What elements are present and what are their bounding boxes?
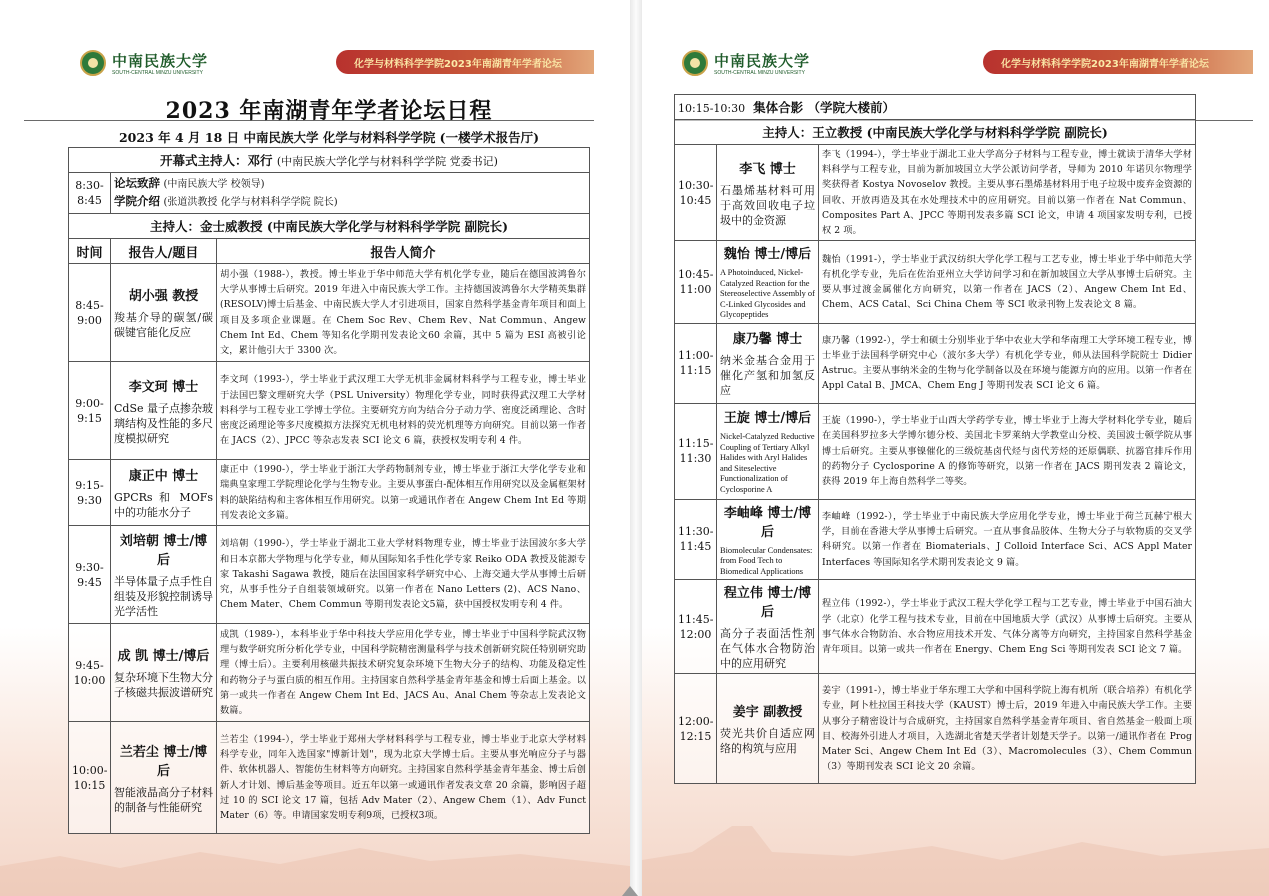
table-row xyxy=(675,674,1196,784)
university-emblem-icon xyxy=(682,50,708,76)
date-venue: 2023 年 4 月 18 日 中南民族大学 化学与材料科学学院 (一楼学术报告厅) xyxy=(118,130,540,145)
talk-topic: 高分子表面活性剂在气体水合物防治中的应用研究 xyxy=(720,627,815,671)
speaker-cell xyxy=(717,499,819,580)
speaker-cell xyxy=(717,674,819,784)
opening-item-title: 论坛致辞 xyxy=(114,176,160,190)
opening-item-title: 学院介绍 xyxy=(114,194,160,208)
speaker-name: 兰若尘 博士/博后 xyxy=(119,744,208,779)
talk-time: 9:00-9:15 xyxy=(69,362,111,460)
talk-topic: A Photoinduced, Nickel-Catalyzed Reaction for the Stereoselective Assembly of C-Linked Glycosides and Glycopeptides xyxy=(720,268,815,320)
photo-label: 集体合影 （学院大楼前） xyxy=(753,100,895,115)
table-row xyxy=(675,580,1196,674)
logo-text-en: SOUTH-CENTRAL MINZU UNIVERSITY xyxy=(112,70,203,76)
scroll-down-icon[interactable] xyxy=(622,886,638,896)
speaker-bio: 成凯（1989-），本科毕业于华中科技大学应用化学专业，博士毕业于中国科学院武汉物理与数学研究所分析化学专业，中国科学院精密测量科学与技术创新研究院任特别研究助理（博士后）。主要利用核磁共振技术研究复杂环境下生物大分子的结构、功能及稳定性和药物分子与蛋白质的相互作用。主持国家自然科学基金青年基金和博士后面上基金。以第一或共一作者在 Angew Chem Int Ed、JACS Au、Anal Chem 等杂志上发表论文数篇。 xyxy=(217,624,590,722)
talk-time: 11:15-11:30 xyxy=(675,403,717,499)
speaker-cell xyxy=(111,362,217,460)
talk-topic: Nickel-Catalyzed Reductive Coupling of Tertiary Alkyl Halides with Aryl Halides and Siteselective Functionalization of Cyclosporine A xyxy=(720,432,815,494)
speaker-name: 李飞 博士 xyxy=(739,161,796,177)
university-emblem-icon xyxy=(80,50,106,76)
speaker-bio: 王旋（1990-），学士毕业于山西大学药学专业，博士毕业于上海大学材料化学专业，随后在美国科罗拉多大学博尔德分校、美国北卡罗莱纳大学教堂山分校、美国波士顿学院从事博士后研究。主要从事镍催化的三级烷基卤代烃与卤代芳烃的还原偶联、抗器官排斥作用的药物分子 Cyclosporine A 的修饰等研究，以第一作者在 JACS 期刊发表 2 篇论文，获得 2019 年上海自然科学二等奖。 xyxy=(819,403,1196,499)
speaker-name: 李岫峰 博士/博后 xyxy=(723,505,812,540)
opening-item-note: (张道洪教授 化学与材料科学学院 院长) xyxy=(163,197,338,208)
speaker-name: 胡小强 教授 xyxy=(128,289,199,304)
talk-time: 11:00-11:15 xyxy=(675,323,717,403)
opening-time: 8:30-8:45 xyxy=(69,173,111,214)
table-row xyxy=(675,323,1196,403)
speaker-cell xyxy=(717,580,819,674)
table-row xyxy=(675,403,1196,499)
forum-banner-text: 化学与材料科学学院2023年南湖青年学者论坛 xyxy=(1001,59,1209,70)
talk-topic: CdSe 量子点掺杂玻璃结构及性能的多尺度模拟研究 xyxy=(114,401,213,445)
speaker-bio: 程立伟（1992-），学士毕业于武汉工程大学化学工程与工艺专业，博士毕业于中国石油大学（北京）化学工程与技术专业，目前在中国地质大学（武汉）从事博士后研究。主要从事气体水合物防治、水合物应用技术开发、气体分离等方向研究，主持国家自然科学基金青年项目。以第一或共一作者在 Energy、Chem Eng Sci 等期刊发表 SCI 论文 7 篇。 xyxy=(819,580,1196,674)
talk-topic: 半导体量子点手性自组装及形貌控制诱导光学活性 xyxy=(114,575,213,618)
column-header-bio: 报告人简介 xyxy=(217,239,590,264)
talk-topic: GPCRs 和 MOFs 中的功能水分子 xyxy=(114,491,213,519)
speaker-name: 李文珂 博士 xyxy=(128,379,199,395)
speaker-bio: 魏怡（1991-），学士毕业于武汉纺织大学化学工程与工艺专业，博士毕业于华中师范大学有机化学专业，先后在佐治亚州立大学访问学习和在新加坡国立大学从事博士后研究。主要从事过渡金属催化方向研究，以第一作者在 JACS（2）、Angew Chem Int Ed、Chem、ACS Catal、Sci China Chem 等 SCI 收录刊物上发表论文 8 篇。 xyxy=(819,241,1196,324)
speaker-name: 成 凯 博士/博后 xyxy=(117,649,210,664)
speaker-bio: 康乃馨（1992-），学士和硕士分别毕业于华中农业大学和华南理工大学环境工程专业，博士毕业于法国科学研究中心（波尔多大学）有机化学专业，师从法国科学院院士 Didier Astruc。主要从事纳米金的生物与化学制备以及在环境与能源方向的应用。以第一作者在 Appl Catal B、JMCA、Chem Eng J 等期刊发表 SCI 论文 6 篇。 xyxy=(819,323,1196,403)
opening-item-note: (中南民族大学 校领导) xyxy=(163,179,265,190)
table-row xyxy=(675,241,1196,324)
talk-time: 12:00-12:15 xyxy=(675,674,717,784)
opening-host-name: 邓行 xyxy=(247,153,273,168)
logo-text-cn: 中南民族大学 xyxy=(714,52,811,70)
talk-topic: Biomolecular Condensates: from Food Tech to Biomedical Applications xyxy=(720,545,813,576)
speaker-cell xyxy=(111,460,217,526)
right-page xyxy=(642,0,1269,896)
forum-banner xyxy=(336,50,594,74)
logo-text-en: SOUTH-CENTRAL MINZU UNIVERSITY xyxy=(714,70,805,76)
speaker-name: 王旋 博士/博后 xyxy=(723,411,812,427)
speaker-bio: 李文珂（1993-），学士毕业于武汉理工大学无机非金属材料科学与工程专业，博士毕业于法国巴黎文理研究大学（PSL University）物理化学专业，同时获得武汉理工大学材料科学与工程专业工学博士学位。主要研究方向为结合分子动力学、密度泛函理论、含时密度泛函理论等多尺度模拟方法探究无机电材料的荧光机理等方向研究。目前以第一作者在 JACS（2）、JPCC 等杂志发表 SCI 论文 6 篇，获授权发明专利 4 件。 xyxy=(217,362,590,460)
speaker-cell xyxy=(111,722,217,834)
table-row xyxy=(69,264,590,362)
column-header-time: 时间 xyxy=(69,239,111,264)
talk-time: 9:30-9:45 xyxy=(69,526,111,624)
session-host-row: 主持人：金士威教授 (中南民族大学化学与材料科学学院 副院长) xyxy=(69,214,590,239)
opening-host-label: 开幕式主持人： xyxy=(160,153,248,168)
talk-time: 8:45-9:00 xyxy=(69,264,111,362)
talk-time: 9:45-10:00 xyxy=(69,624,111,722)
speaker-name: 魏怡 博士/博后 xyxy=(723,247,812,263)
schedule-table-right xyxy=(674,94,1196,784)
speaker-cell xyxy=(717,145,819,241)
talk-topic: 复杂环境下生物大分子核磁共振波谱研究 xyxy=(114,671,213,699)
schedule-table-left xyxy=(68,147,590,834)
talk-topic: 智能液晶高分子材料的制备与性能研究 xyxy=(114,785,213,814)
talk-topic: 石墨烯基材料可用于高效回收电子垃圾中的金资源 xyxy=(720,183,815,227)
page-header xyxy=(0,44,630,84)
talk-time: 9:15-9:30 xyxy=(69,460,111,526)
speaker-bio: 李岫峰（1992-），学士毕业于中南民族大学应用化学专业，博士毕业于荷兰瓦赫宁根大学，目前在香港大学从事博士后研究。一直从事食品胶体、生物大分子与软物质的交叉学科研究。以第一作者在 Biomaterials、J Colloid Interface Sci、ACS Appl Mater Interfaces 等国际知名学术期刊发表论文 9 篇。 xyxy=(819,499,1196,580)
page-gutter xyxy=(630,0,642,896)
talk-time: 11:45-12:00 xyxy=(675,580,717,674)
opening-host-row xyxy=(69,148,590,173)
talk-topic: 荧光共价自适应网络的构筑与应用 xyxy=(720,727,815,756)
table-row xyxy=(69,460,590,526)
photo-time: 10:15-10:30 xyxy=(678,102,746,115)
logo-text-cn: 中南民族大学 xyxy=(112,52,209,70)
table-row xyxy=(675,145,1196,241)
page-header xyxy=(642,44,1269,84)
page-title: 2023 年南湖青年学者论坛日程 xyxy=(165,98,493,124)
session-host-row: 主持人：王立教授 (中南民族大学化学与材料科学学院 副院长) xyxy=(675,120,1196,145)
column-header-speaker: 报告人/题目 xyxy=(111,239,217,264)
speaker-bio: 康正中（1990-），学士毕业于浙江大学药物制剂专业，博士毕业于浙江大学化学专业和瑞典皇家理工学院理论化学与生物专业。主要从事蛋白-配体相互作用研究以及金属框架材料的缺陷结构和主客体相互作用研究。以第一或通讯作者在 Angew Chem Int Ed 等期刊发表论文多篇。 xyxy=(217,460,590,526)
talk-time: 10:00-10:15 xyxy=(69,722,111,834)
speaker-bio: 兰若尘（1994-），学士毕业于郑州大学材料科学与工程专业，博士毕业于北京大学材料科学专业，同年入选国家"博新计划"，现为北京大学博士后。主要从事光响应分子与器件、软体机器人、智能仿生材料等方向研究。主持国家自然科学基金青年基金、博士后创新人才计划、博后基金等项目。近五年以第一或通讯作者发表文章 20 余篇，影响因子超过 10 的 SCI 论文 17 篇，包括 Adv Mater（2）、Angew Chem（1）、Adv Funct Mater（6）等。申请国家发明专利9项，已授权3项。 xyxy=(217,722,590,834)
speaker-name: 刘培朝 博士/博后 xyxy=(119,534,208,568)
opening-items xyxy=(111,173,590,214)
speaker-name: 康正中 博士 xyxy=(128,469,199,484)
table-row xyxy=(69,722,590,834)
speaker-cell xyxy=(111,526,217,624)
forum-banner xyxy=(983,50,1253,74)
speaker-name: 康乃馨 博士 xyxy=(732,332,803,348)
speaker-bio: 胡小强（1988-），教授。博士毕业于华中师范大学有机化学专业，随后在德国波鸿鲁尔大学从事博士后研究。2019 年进入中南民族大学工作。主持德国波鸿鲁尔大学精英集群(RESOLV)博士后基金、中南民族大学人才引进项目，国家自然科学基金青年项目和面上项目及多项企业课题。在 Chem Soc Rev、Chem Rev、Nat Commun、Angew Chem Int Ed、Chem 等知名化学期刊发表论文60 余篇，其中 5 篇为 ESI 高被引论文，累计他引大于 3300 次。 xyxy=(217,264,590,362)
speaker-name: 姜宇 副教授 xyxy=(732,705,803,721)
speaker-cell xyxy=(717,403,819,499)
speaker-bio: 姜宇（1991-），博士毕业于华东理工大学和中国科学院上海有机所（联合培养）有机化学专业，阿卜杜拉国王科技大学（KAUST）博士后，2019 年进入中南民族大学工作。主要从事分子精密设计与合成研究，主持国家自然科学基金青年项目、省自然基金一般面上项目、校海外引进人才项目，入选湖北省楚天学者计划楚天学子。以第一/通讯作者在 Prog Mater Sci、Angew Chem Int Ed（3）、Macromolecules（3）、Chem Commun（3）等期刊发表 SCI 论文 20 余篇。 xyxy=(819,674,1196,784)
table-row xyxy=(69,362,590,460)
table-row xyxy=(69,526,590,624)
speaker-bio: 李飞（1994-），学士毕业于湖北工业大学高分子材料与工程专业，博士就读于清华大学材料科学与工程专业，目前为新加坡国立大学公派访问学者，导师为 2010 年诺贝尔物理学奖获得者 Kostya Novoselov 教授。主要从事石墨烯基材料用于电子垃圾中废弃金资源的回收、开放再造及其在水处理技术中的应用研究。目前以第一作者在 Nat Commun、Composites Part A、JPCC 等期刊发表多篇 SCI 论文，申请 4 项国家发明专利，已授权 2 项。 xyxy=(819,145,1196,241)
left-page xyxy=(0,0,630,896)
speaker-cell xyxy=(111,624,217,722)
speaker-cell xyxy=(717,241,819,324)
group-photo-row xyxy=(675,95,1196,120)
talk-topic: 羧基介导的碳氢/碳碳键官能化反应 xyxy=(114,311,213,339)
talk-time: 10:45-11:00 xyxy=(675,241,717,324)
talk-time: 11:30-11:45 xyxy=(675,499,717,580)
forum-banner-text: 化学与材料科学学院2023年南湖青年学者论坛 xyxy=(354,59,562,70)
opening-host-note: (中南民族大学化学与材料科学学院 党委书记) xyxy=(276,155,498,168)
speaker-bio: 刘培朝（1990-），学士毕业于湖北工业大学材料物理专业，博士毕业于法国波尔多大学和日本京都大学物理与化学专业，师从国际知名手性化学专家 Reiko ODA 教授及能源专家 Takashi Sagawa 教授，随后在法国国家科学研究中心、上海交通大学从事博士后研究，从事手性分子自组装领域研究。以第一作者在 Nano Letters (2)、ACS Nano、Chem Mater、Chem Commun 等期刊发表论文5篇，获中国授权发明专利 4 件。 xyxy=(217,526,590,624)
speaker-cell xyxy=(111,264,217,362)
speaker-name: 程立伟 博士/博后 xyxy=(723,586,812,621)
table-row xyxy=(69,624,590,722)
table-row xyxy=(675,499,1196,580)
speaker-cell xyxy=(717,323,819,403)
talk-topic: 纳米金基合金用于催化产氢和加氢反应 xyxy=(720,354,815,398)
talk-time: 10:30-10:45 xyxy=(675,145,717,241)
